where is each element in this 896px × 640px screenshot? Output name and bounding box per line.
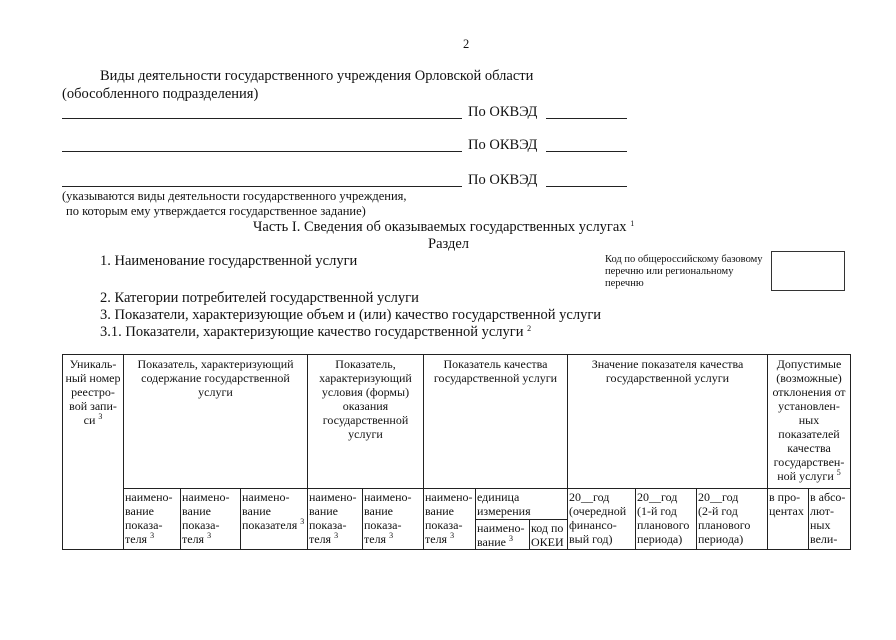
item-3-1: 3.1. Показатели, характеризующие качество государственной услуги $^2$	[100, 324, 532, 340]
okved-label-2: По ОКВЭД	[468, 137, 538, 153]
item-1: 1. Наименование государственной услуги	[100, 253, 358, 269]
col-content-indicator: Показатель, характеризующий содержание государственной услуги	[137, 357, 294, 399]
activity-line-3	[62, 186, 462, 187]
col-conditions-indicator: Показатель, характеризующий условия (формы) оказания государственной услуги	[319, 357, 412, 441]
sub-year-plan-1: 20__год (1-й год планового периода)	[637, 490, 690, 546]
section-label: Раздел	[428, 236, 470, 252]
okved-code-line-1	[546, 118, 627, 119]
activity-line-2	[62, 151, 462, 152]
sub-content-name-3: наимено- вание показателя $^3$	[242, 490, 305, 532]
sub-year-current: 20__год (очередной финансо- вый год)	[569, 490, 627, 546]
activities-heading: Виды деятельности государственного учреждения Орловской области	[100, 68, 534, 84]
service-code-box[interactable]	[771, 251, 845, 291]
sub-quality-name: наимено- вание показа- теля $^3$	[425, 490, 473, 546]
okved-code-line-2	[546, 151, 627, 152]
sub-unit-name: наимено- вание $^3$	[477, 521, 525, 549]
sub-year-plan-2: 20__год (2-й год планового периода)	[698, 490, 751, 546]
sub-conditions-name-1: наимено- вание показа- теля $^3$	[309, 490, 357, 546]
activity-line-1	[62, 118, 462, 119]
item-2: 2. Категории потребителей государственной услуги	[100, 290, 419, 306]
col-unique-number: Уникаль- ный номер реестро- вой запи- си $^3$	[65, 357, 121, 427]
code-note-2: перечню или региональному	[605, 266, 734, 277]
part-title: Часть I. Сведения об оказываемых государственных услугах $^1$	[253, 219, 635, 235]
sub-okei-code: код по ОКЕИ	[531, 521, 564, 549]
page-number: 2	[463, 37, 470, 51]
col-quality-value: Значение показателя качества государственной услуги	[591, 357, 744, 385]
activities-note-1: (указываются виды деятельности государственного учреждения,	[62, 189, 407, 203]
sub-unit-of-measure: единица	[477, 490, 520, 504]
sub-deviation-percent: в про- центах	[769, 490, 804, 518]
sub-deviation-absolute: в абсо- лют- ных вели-	[810, 490, 846, 546]
col-quality-indicator: Показатель качества государственной услуги	[433, 357, 558, 385]
activities-note-2: по которым ему утверждается государственное задание)	[66, 204, 366, 218]
sub-content-name-1: наимено- вание показа- теля $^3$	[125, 490, 173, 546]
sub-content-name-2: наимено- вание показа- теля $^3$	[182, 490, 230, 546]
sub-conditions-name-2: наимено- вание показа- теля $^3$	[364, 490, 412, 546]
sub-unit-of-measure-2: измерения	[477, 504, 531, 518]
item-3: 3. Показатели, характеризующие объем и (или) качество государственной услуги	[100, 307, 602, 323]
activities-heading-2: (обособленного подразделения)	[62, 86, 259, 102]
code-note-1: Код по общероссийскому базовому	[605, 254, 763, 265]
okved-code-line-3	[546, 186, 627, 187]
okved-label-3: По ОКВЭД	[468, 172, 538, 188]
okved-label-1: По ОКВЭД	[468, 104, 538, 120]
code-note-3: перечню	[605, 278, 644, 289]
col-allowed-deviations: Допустимые (возможные) отклонения от установлен- ных показателей качества государствен- ной услуги $^5$	[772, 357, 846, 483]
